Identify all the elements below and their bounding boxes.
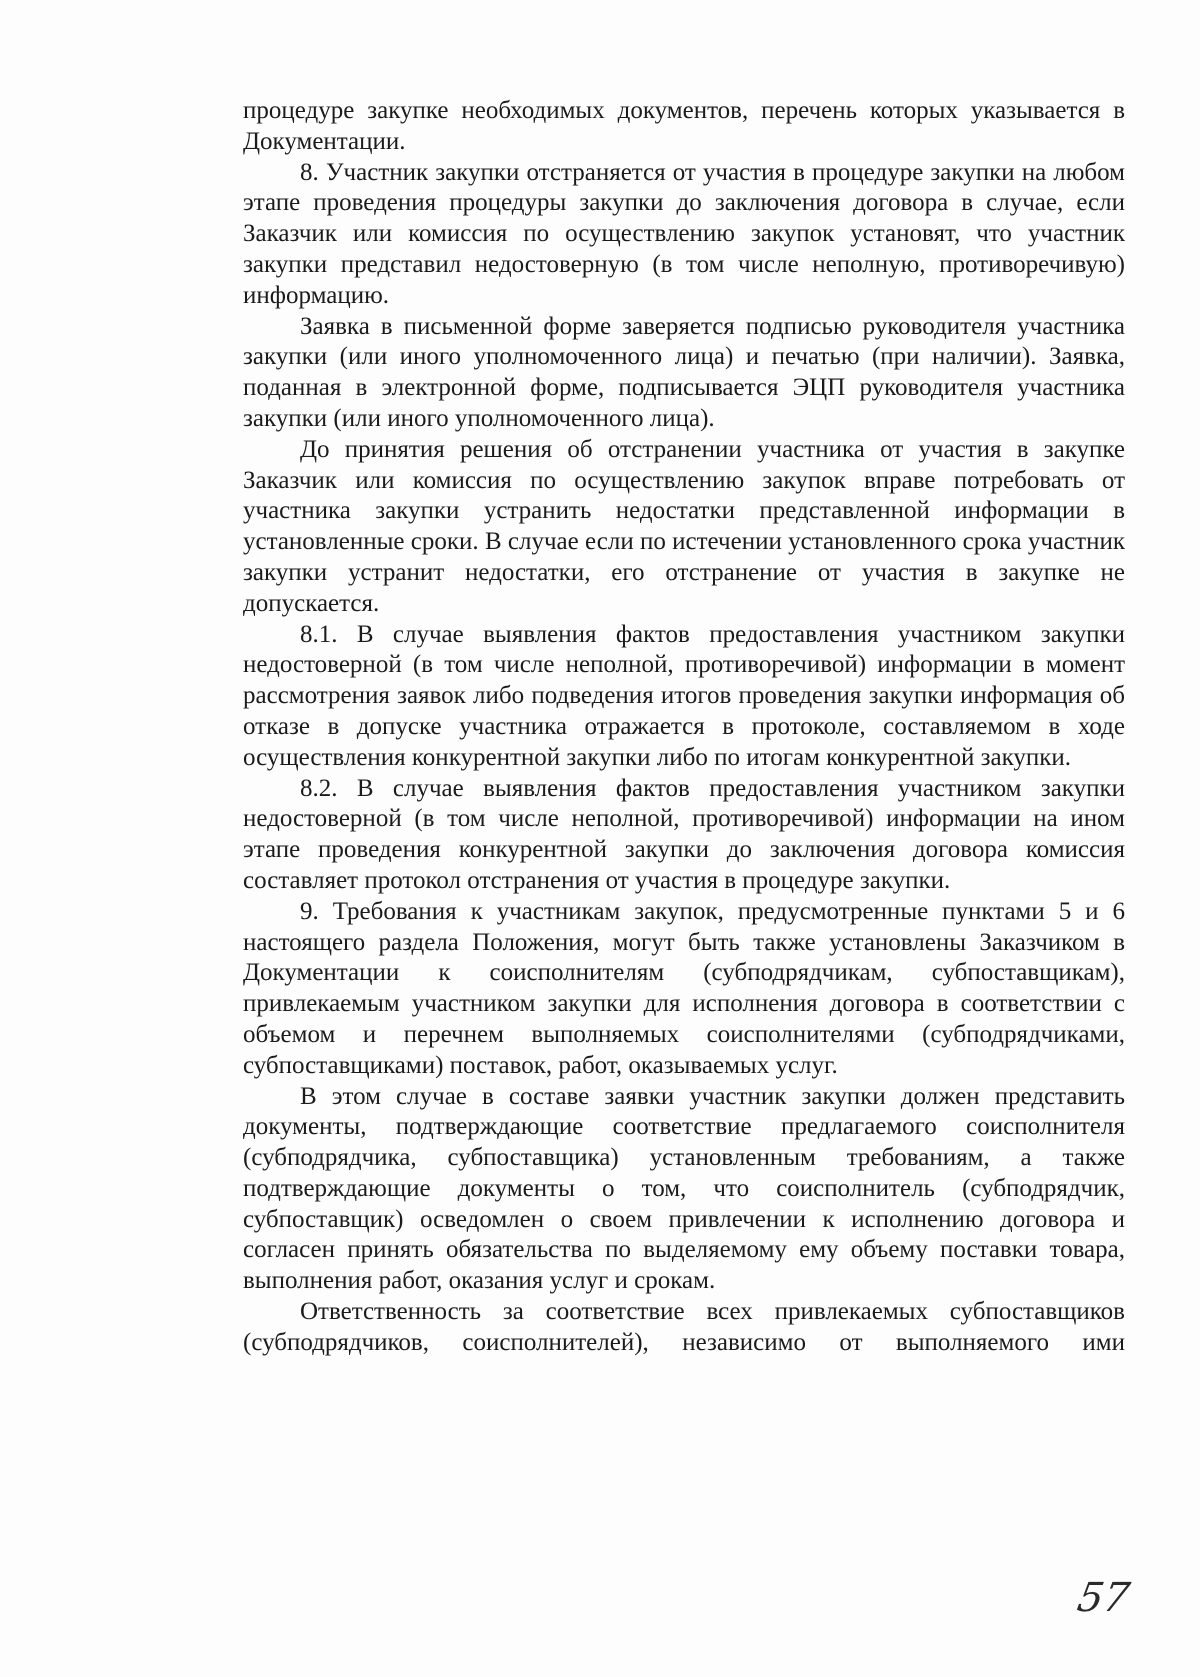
paragraph-item-8-1: 8.1. В случае выявления фактов предоставления участником закупки недостоверной (в том числе неполной, противоречивой) информации в момент рассмотрения заявок либо подведения итогов проведения закупки информация об отказе в допуске участника отражается в протоколе, составляемом в ходе осуществления конкурентной закупки либо по итогам конкурентной закупки. [243,620,1125,771]
paragraph-responsibility: Ответственность за соответствие всех привлекаемых субпоставщиков (субподрядчиков, соисполнителей), независимо от выполняемого ими [243,1298,1125,1356]
paragraph-item-8: 8. Участник закупки отстраняется от участия в процедуре закупки на любом этапе проведения процедуры закупки до заключения договора в случае, если Заказчик или комиссия по осуществлению закупок установят, что участник закупки представил недостоверную (в том числе неполную, противоречивую) информацию. [243,158,1125,309]
paragraph-continuation: процедуре закупке необходимых документов, перечень которых указывается в Документации. [243,97,1125,155]
paragraph-item-8-2: 8.2. В случае выявления фактов предоставления участником закупки недостоверной (в том числе неполной, противоречивой) информации на ином этапе проведения конкурентной закупки до заключения договора комиссия составляет протокол отстранения от участия в процедуре закупки. [243,774,1125,894]
paragraph-item-9: 9. Требования к участникам закупок, предусмотренные пунктами 5 и 6 настоящего раздела Положения, могут быть также установлены Заказчиком в Документации к соисполнителям (субподрядчикам, субпоставщикам), привлекаемым участником закупки для исполнения договора в соответствии с объемом и перечнем выполняемых соисполнителями (субподрядчиками, субпоставщиками) поставок, работ, оказываемых услуг. [243,897,1125,1079]
paragraph-application-signature: Заявка в письменной форме заверяется подписью руководителя участника закупки (или иного уполномоченного лица) и печатью (при наличии). Заявка, поданная в электронной форме, подписывается ЭЦП руководителя участника закупки (или иного уполномоченного лица). [243,312,1125,432]
paragraph-before-removal: До принятия решения об отстранении участника от участия в закупке Заказчик или комиссия по осуществлению закупок вправе потребовать от участника закупки устранить недостатки представленной информации в установленные сроки. В случае если по истечении установленного срока участник закупки устранит недостатки, его отстранение от участия в закупке не допускается. [243,435,1125,617]
document-body [243,96,1125,1359]
paragraph-subcontractor-documents: В этом случае в составе заявки участник закупки должен представить документы, подтверждающие соответствие предлагаемого соисполнителя (субподрядчика, субпоставщика) установленным требованиям, а также подтверждающие документы о том, что соисполнитель (субподрядчик, субпоставщик) осведомлен о своем привлечении к исполнению договора и согласен принять обязательства по выделяемому ему объему поставки товара, выполнения работ, оказания услуг и срокам. [243,1082,1125,1295]
handwritten-page-number: 57 [1073,1575,1133,1621]
